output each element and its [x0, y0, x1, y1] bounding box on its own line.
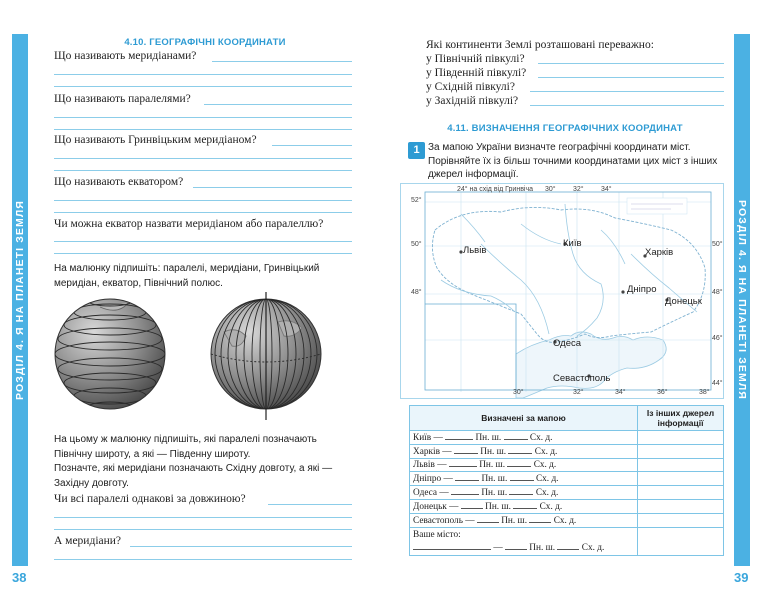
question-parallels-length: Чи всі паралелі однакові за довжиною?	[54, 493, 246, 505]
east-abbr: Сх. д.	[553, 515, 577, 526]
city-kyiv-label: Київ	[563, 238, 582, 249]
answer-line[interactable]	[54, 74, 352, 75]
north-abbr: Пн. ш.	[481, 474, 508, 485]
east-abbr: Сх. д.	[581, 542, 605, 553]
row-odesa[interactable]: Одеса — Пн. ш. Сх. д.	[410, 486, 638, 500]
row-sevastopol[interactable]: Севастополь — Пн. ш. Сх. д.	[410, 513, 638, 527]
hemisphere-east: у Східній півкулі?	[426, 81, 515, 93]
right-page-number: 39	[734, 570, 749, 585]
map-tick-right: 44°	[712, 380, 723, 387]
map-tick-top: 30°	[545, 186, 556, 193]
question-meridians-length: А меридіани?	[54, 535, 122, 547]
map-tick-left: 48°	[411, 289, 422, 296]
map-tick-bottom: 36°	[657, 389, 668, 396]
answer-line[interactable]	[530, 91, 724, 92]
left-side-band	[12, 34, 28, 566]
row-your-city[interactable]: Ваше місто: — Пн. ш. Сх. д.	[410, 527, 638, 555]
globe-meridians[interactable]	[211, 292, 321, 420]
other-source-cell[interactable]	[638, 499, 724, 513]
answer-line[interactable]	[538, 63, 724, 64]
right-side-band	[734, 34, 750, 566]
answer-line[interactable]	[130, 546, 352, 547]
hemisphere-south: у Південній півкулі?	[426, 67, 527, 79]
table-row	[410, 527, 724, 555]
task-label-latitude: На цьому ж малюнку підпишіть, які паралелі позначають Північну широту, а які — Південну широту.	[54, 434, 317, 460]
map-tick-top: 32°	[573, 186, 584, 193]
continents-intro: Які континенти Землі розташовані переважно:	[426, 39, 654, 51]
ukraine-map	[400, 183, 724, 399]
coordinates-table	[409, 405, 724, 556]
east-abbr: Сх. д.	[539, 501, 563, 512]
other-source-cell[interactable]	[638, 513, 724, 527]
answer-line[interactable]	[54, 529, 352, 530]
table-row	[410, 499, 724, 513]
city-name: Одеса	[413, 488, 438, 499]
city-name: Дніпро	[413, 474, 442, 485]
other-source-cell[interactable]	[638, 486, 724, 500]
row-lviv[interactable]: Львів — Пн. ш. Сх. д.	[410, 458, 638, 472]
question-parallels: Що називають паралелями?	[54, 93, 191, 105]
north-abbr: Пн. ш.	[529, 542, 556, 553]
map-top-prefix: 24° на схід від Гринвіча	[457, 186, 534, 193]
answer-line[interactable]	[54, 241, 352, 242]
map-tick-left: 52°	[411, 197, 422, 204]
other-source-cell[interactable]	[638, 444, 724, 458]
answer-line[interactable]	[54, 212, 352, 213]
east-abbr: Сх. д.	[535, 474, 559, 485]
city-sevastopol-label: Севастополь	[553, 373, 611, 384]
row-kyiv[interactable]: Київ — Пн. ш. Сх. д.	[410, 431, 638, 445]
answer-line[interactable]	[54, 129, 352, 130]
header-map: Визначені за мапою	[410, 406, 638, 431]
answer-line[interactable]	[212, 61, 352, 62]
north-abbr: Пн. ш.	[479, 460, 506, 471]
answer-line[interactable]	[54, 253, 352, 254]
section-title-4-10: 4.10. ГЕОГРАФІЧНІ КООРДИНАТИ	[124, 37, 286, 48]
answer-line[interactable]	[538, 77, 724, 78]
city-name: Донецьк	[413, 501, 447, 512]
map-tick-right: 48°	[712, 289, 723, 296]
north-abbr: Пн. ш.	[481, 488, 508, 499]
answer-line[interactable]	[272, 145, 352, 146]
globe-parallels[interactable]	[55, 296, 165, 412]
map-tick-bottom: 32°	[573, 389, 584, 396]
city-dnipro-label: Дніпро	[627, 284, 657, 295]
task-label-longitude: Позначте, які меридіани позначають Східну довготу, а які — Західну довготу.	[54, 463, 333, 489]
answer-line[interactable]	[530, 105, 724, 106]
city-kharkiv-label: Харків	[645, 247, 674, 258]
map-tick-left: 50°	[411, 241, 422, 248]
answer-line[interactable]	[54, 559, 352, 560]
north-abbr: Пн. ш.	[485, 501, 511, 512]
table-row	[410, 444, 724, 458]
row-kharkiv[interactable]: Харків — Пн. ш. Сх. д.	[410, 444, 638, 458]
east-abbr: Сх. д.	[529, 432, 553, 443]
answer-line[interactable]	[268, 504, 352, 505]
map-tick-bottom: 34°	[615, 389, 626, 396]
city-name: Харків	[413, 446, 440, 457]
other-source-cell[interactable]	[638, 431, 724, 445]
question-equator-meridian: Чи можна екватор назвати меридіаном або паралеллю?	[54, 218, 324, 230]
question-equator: Що називають екватором?	[54, 176, 184, 188]
city-lviv-label: Львів	[463, 245, 487, 256]
left-page-number: 38	[12, 570, 27, 585]
east-abbr: Сх. д.	[533, 460, 557, 471]
globes-illustration	[52, 292, 362, 422]
map-tick-top: 34°	[601, 186, 612, 193]
map-tick-bottom: 38°	[699, 389, 710, 396]
question-greenwich: Що називають Гринвіцьким меридіаном?	[54, 134, 257, 146]
hemisphere-north: у Північній півкулі?	[426, 53, 525, 65]
city-odesa-label: Одеса	[553, 338, 582, 349]
task-text-map: За мапою України визначте географічні координати міст. Порівняйте їх із більш точними координатами цих міст з інших джерел інформації.	[428, 142, 718, 180]
question-meridians: Що називають меридіанами?	[54, 50, 197, 62]
table-row	[410, 513, 724, 527]
answer-line[interactable]	[193, 187, 352, 188]
answer-line[interactable]	[54, 200, 352, 201]
right-side-label: РОЗДІЛ 4. Я НА ПЛАНЕТІ ЗЕМЛЯ	[736, 200, 748, 400]
north-abbr: Пн. ш.	[480, 446, 507, 457]
city-name: Львів	[413, 460, 435, 471]
other-source-cell[interactable]	[638, 458, 724, 472]
map-tick-right: 50°	[712, 241, 723, 248]
other-source-cell[interactable]	[638, 472, 724, 486]
task-number-badge: 1	[408, 142, 425, 159]
north-abbr: Пн. ш.	[475, 432, 502, 443]
map-tick-bottom: 30°	[513, 389, 524, 396]
east-abbr: Сх. д.	[534, 446, 558, 457]
answer-line[interactable]	[54, 86, 352, 87]
east-abbr: Сх. д.	[535, 488, 559, 499]
row-donetsk[interactable]: Донецьк — Пн. ш. Сх. д.	[410, 499, 638, 513]
left-side-label: РОЗДІЛ 4. Я НА ПЛАНЕТІ ЗЕМЛЯ	[14, 200, 26, 400]
table-row	[410, 472, 724, 486]
table-row	[410, 431, 724, 445]
answer-line[interactable]	[54, 158, 352, 159]
city-donetsk-label: Донецьк	[665, 296, 702, 307]
table-row	[410, 486, 724, 500]
section-title-4-11: 4.11. ВИЗНАЧЕННЯ ГЕОГРАФІЧНИХ КООРДИНАТ	[447, 123, 683, 134]
map-tick-right: 46°	[712, 335, 723, 342]
hemisphere-west: у Західній півкулі?	[426, 95, 519, 107]
header-other-sources: Із інших джерел інформації	[638, 406, 724, 431]
north-abbr: Пн. ш.	[501, 515, 528, 526]
other-source-cell[interactable]	[638, 527, 724, 555]
task-label-globe: На малюнку підпишіть: паралелі, меридіани, Гринвіцький меридіан, екватор, Північний полюс.	[54, 263, 320, 289]
answer-line[interactable]	[204, 104, 352, 105]
city-name: Київ	[413, 432, 432, 443]
city-name: Севастополь	[413, 515, 463, 526]
answer-line[interactable]	[54, 117, 352, 118]
your-city-label: Ваше місто:	[413, 529, 461, 540]
answer-line[interactable]	[54, 517, 352, 518]
coordinates-table-wrap	[409, 405, 724, 556]
table-row	[410, 458, 724, 472]
answer-line[interactable]	[54, 170, 352, 171]
row-dnipro[interactable]: Дніпро — Пн. ш. Сх. д.	[410, 472, 638, 486]
